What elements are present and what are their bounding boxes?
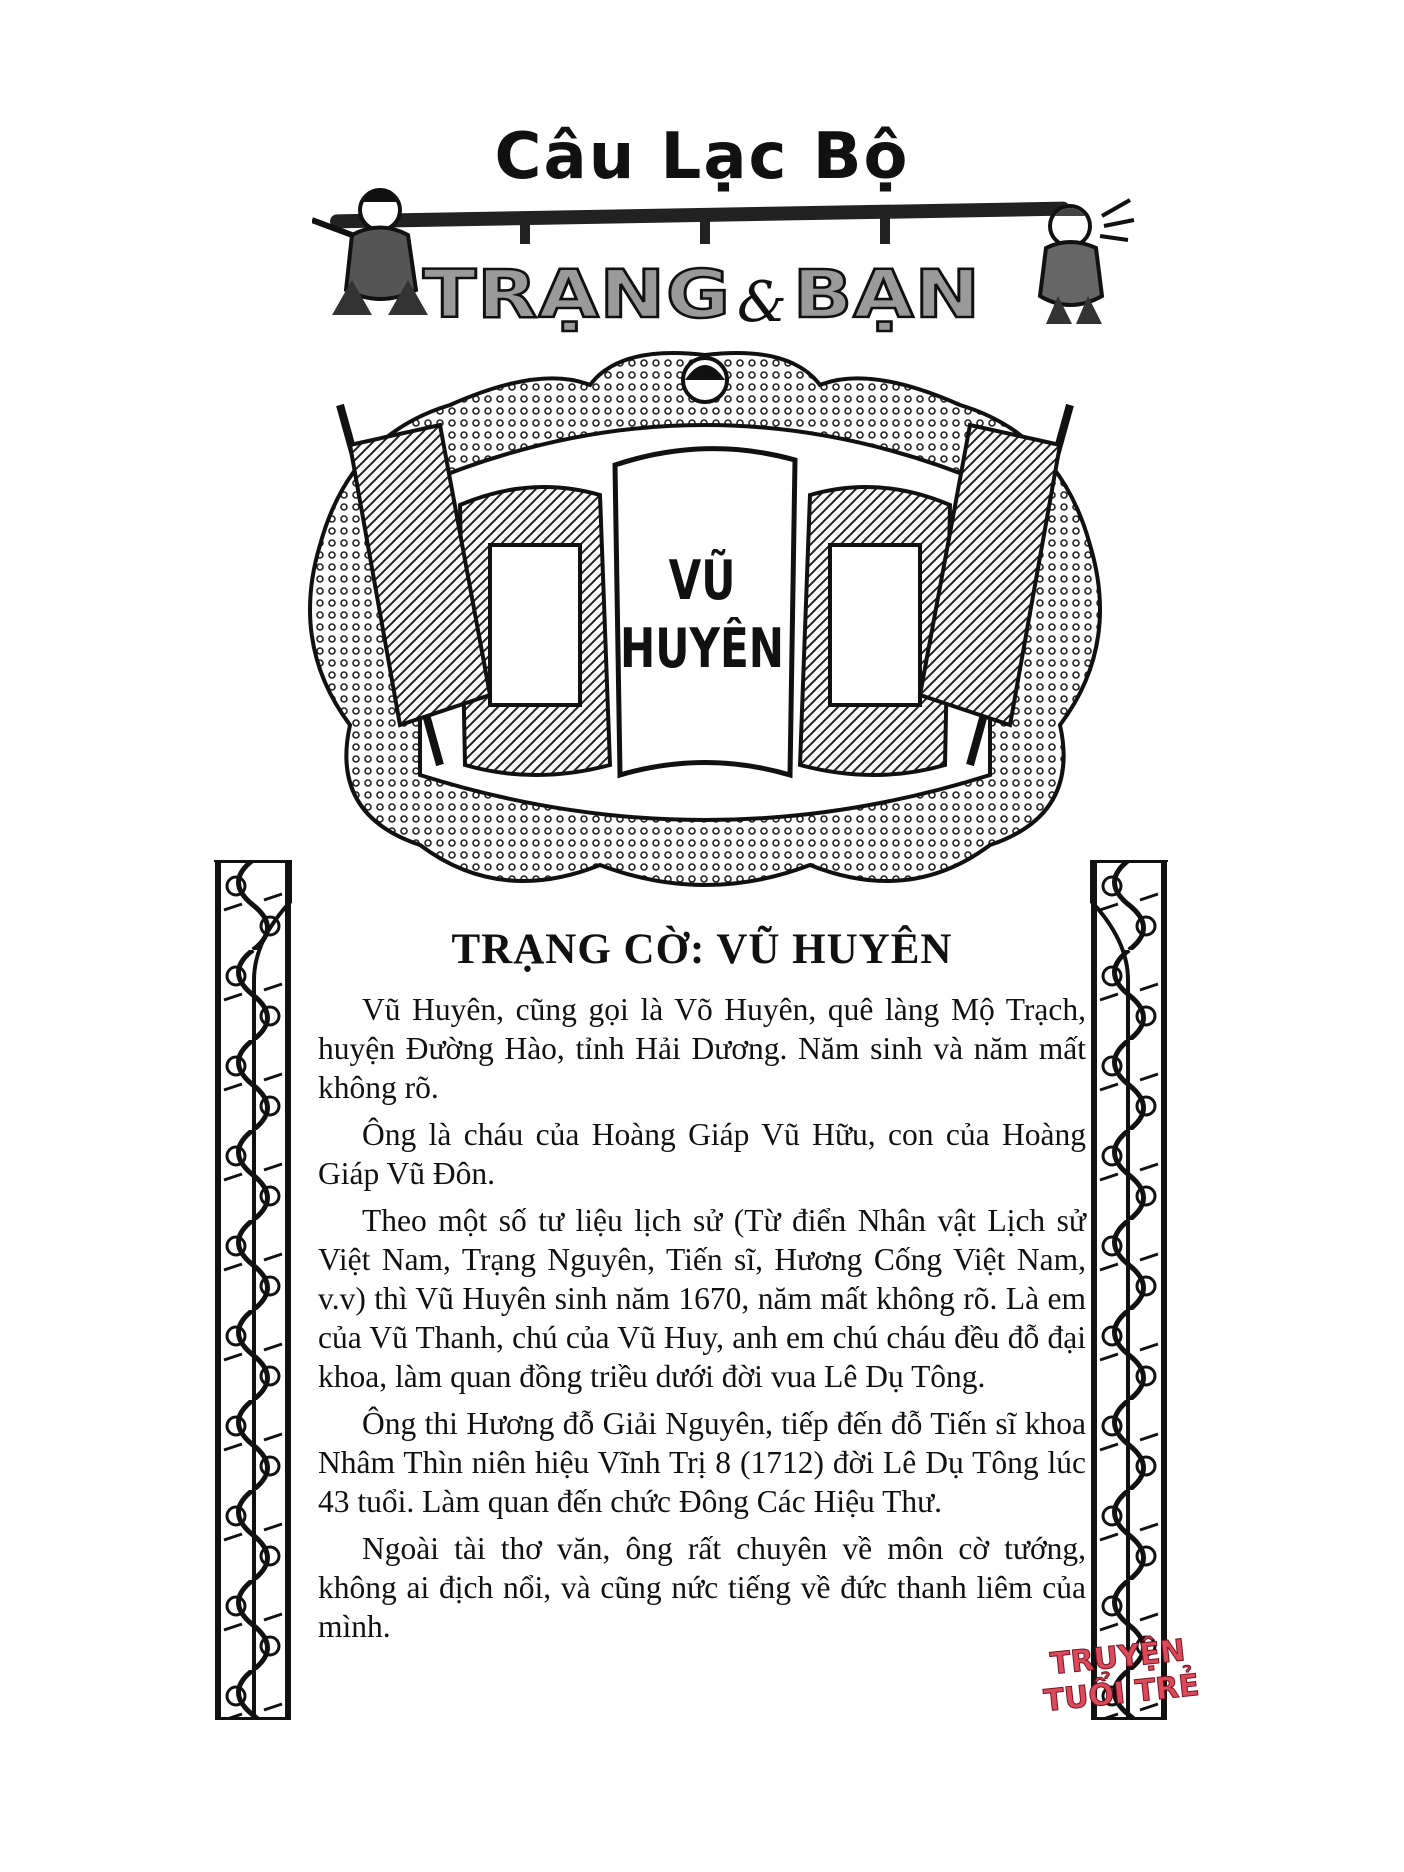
pole-knot xyxy=(880,214,890,244)
watermark-stamp xyxy=(1031,1631,1210,1744)
article-title: TRẠNG CỜ: VŨ HUYÊN xyxy=(451,926,953,973)
paragraph: Theo một số tư liệu lịch sử (Từ điển Nhân vật Lịch sử Việt Nam, Trạng Nguyên, Tiến sĩ, Hương Cống Việt Nam, v.v) thì Vũ Huyên sinh năm 1670, năm mất không rõ. Là em của Vũ Thanh, chú của Vũ Huy, anh em chú cháu đều đỗ đại khoa, làm quan đồng triều dưới đời vua Lê Dụ Tông. xyxy=(318,1203,1086,1394)
paragraph: Ông là cháu của Hoàng Giáp Vũ Hữu, con của Hoàng Giáp Vũ Đôn. xyxy=(318,1117,1086,1191)
brand-logo xyxy=(0,250,1404,340)
paragraph: Ngoài tài thơ văn, ông rất chuyên về môn cờ tướng, không ai địch nổi, và cũng nức tiếng về đức thanh liêm của mình. xyxy=(318,1531,1086,1644)
watermark-line1: TRUYỆN xyxy=(1048,1633,1187,1683)
right-decorative-border xyxy=(1090,860,1168,1720)
brand-word-right: BẠN xyxy=(792,256,981,334)
paragraph: Ông thi Hương đỗ Giải Nguyên, tiếp đến đỗ Tiến sĩ khoa Nhâm Thìn niên hiệu Vĩnh Trị 8 (1712) đời Lê Dụ Tông lúc 43 tuổi. Làm quan đến chức Đông Các Hiệu Thư. xyxy=(318,1406,1086,1519)
banner-name-line2: HUYÊN xyxy=(620,617,784,680)
brand-ampersand: & xyxy=(736,270,787,335)
brand-word-left: TRẠNG xyxy=(423,256,731,334)
pole-knot xyxy=(700,214,710,244)
banner-name-line1: VŨ xyxy=(668,549,736,612)
article-body xyxy=(318,990,1086,1654)
left-decorative-border xyxy=(214,860,292,1720)
watermark-line2: TUỔI TRẺ xyxy=(1042,1667,1201,1720)
club-title: Câu Lạc Bộ xyxy=(494,120,910,194)
pole-knot xyxy=(520,214,530,244)
paragraph: Vũ Huyên, cũng gọi là Võ Huyên, quê làng Mộ Trạch, huyện Đường Hào, tỉnh Hải Dương. Năm sinh và năm mất không rõ. xyxy=(318,992,1086,1105)
